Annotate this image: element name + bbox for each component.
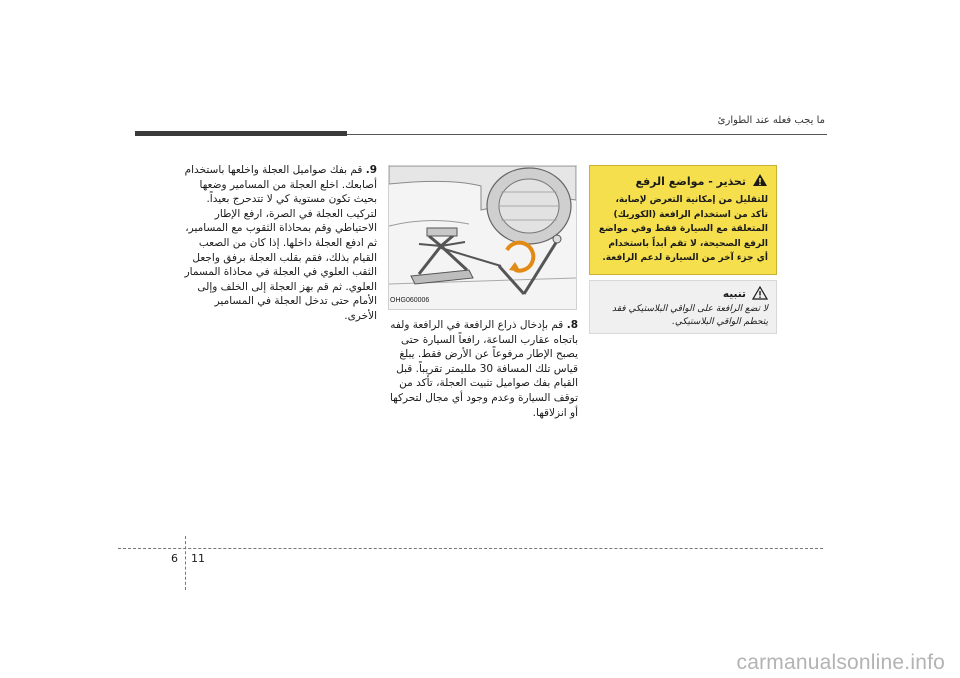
warning-header <box>598 172 768 190</box>
step-9-number: 9. <box>365 164 377 176</box>
watermark: carmanualsonline.info <box>736 651 945 674</box>
section-number: 6 <box>171 552 178 565</box>
warning-text: للتقليل من إمكانية التعرض لإصابة، تأكد من استخدام الرافعة (الكوريك) المتعلقة مع السيارة فقط وفي مواضع الرفع الصحيحة، لا تقم أبداً باستخدام أي جزء آخر من السيارة لدعم الرافعة. <box>598 195 768 263</box>
warning-triangle-icon <box>752 172 768 191</box>
step-8-number: 8. <box>566 319 578 331</box>
caution-box <box>589 280 777 334</box>
header-rule-thick <box>135 131 347 136</box>
caution-header <box>598 286 768 302</box>
figure-code: OHG060006 <box>390 297 430 304</box>
caution-text: لا تضع الرافعة على الواقي البلاستيكي فقد يتحطم الواقي البلاستيكي. <box>612 304 768 327</box>
footer-rule <box>118 548 823 549</box>
warning-title: تحذير - مواضع الرفع <box>635 174 746 188</box>
jack-drawing <box>389 166 576 309</box>
caution-triangle-icon <box>752 285 768 304</box>
header-rule-thin <box>347 134 827 135</box>
page-number: 11 <box>191 552 205 565</box>
step-9 <box>184 163 377 324</box>
running-header-title: ما يجب فعله عند الطوارئ <box>717 115 825 126</box>
step-9-text: قم بفك صواميل العجلة واخلعها باستخدام أصابعك. اخلع العجلة من المسامير وضعها بحيث تكون مستوية كي لا تتدحرج بعيداً. لتركيب العجلة في الصرة، ارفع الإطار الاحتياطي وقم بمحاذاة الثقوب مع المسامير، ثم ادفع العجلة داخلها. إذا كان من الصعب القيام بذلك، فقم بقلب العجلة برفق واجعل الثقب العلوي في العجلة في محاذاة المسمار العلوي. ثم قم بهز العجلة إلى الخلف وإلى الأمام حتى تدخل العجلة في المسامير الأخرى. <box>184 164 377 322</box>
jack-illustration <box>388 165 577 310</box>
step-8-text: قم بإدخال ذراع الرافعة في الرافعة ولفه باتجاه عقارب الساعة، رافعاً السيارة حتى يصبح الإطار مرفوعاً عن الأرض فقط. يبلغ قياس تلك المسافة 30 ملليمتر تقريباً. قبل القيام بفك صواميل تثبيت العجلة، تأكد من توقف السيارة وعدم وجود أي مجال لتحركها أو انزلاقها. <box>389 319 578 419</box>
step-8 <box>388 318 578 420</box>
footer-vertical-rule <box>185 536 186 590</box>
caution-title: تنبيه <box>722 288 746 300</box>
warning-box <box>589 165 777 275</box>
